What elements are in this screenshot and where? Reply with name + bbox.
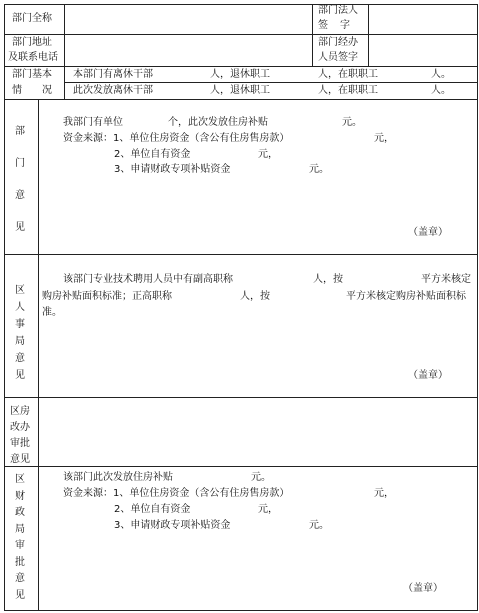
hr-line-2-b: 人，按 <box>240 291 270 302</box>
staff-line-1-end: 人。 <box>431 69 451 80</box>
row-divider <box>4 397 478 398</box>
table-border-bottom <box>4 610 478 611</box>
housing-office-approval-field[interactable] <box>40 400 475 464</box>
hr-line-2-a: 购房补贴面积标准；正高职称 <box>42 291 172 302</box>
staff-line-1-prefix: 本部门有离休干部 <box>73 69 153 80</box>
row-divider <box>4 254 478 255</box>
dept-funds-2-yuan: 元， <box>258 149 278 160</box>
finance-subsidy-text: 该部门此次发放住房补贴 <box>63 472 173 483</box>
housing-office-side-label: 区房 改办 审批 意见 <box>10 406 30 465</box>
finance-funds-source-2: 2、单位自有资金 <box>114 504 191 515</box>
dept-subsidy-yuan: 元。 <box>342 117 362 128</box>
row-divider <box>4 99 478 100</box>
staff-line-2-prefix: 此次发放离休干部 <box>73 85 153 96</box>
hr-opinion-side-label: 区 人 事 局 意 见 <box>15 285 25 381</box>
address-label-2: 及联系电话 <box>8 52 58 63</box>
column-divider <box>64 4 65 100</box>
table-border-top <box>4 4 478 5</box>
hr-seal: （盖章） <box>408 370 448 381</box>
table-border-right <box>477 4 478 611</box>
basic-info-label-2: 情 况 <box>12 85 52 96</box>
dept-funds-1-yuan: 元， <box>374 133 394 144</box>
basic-info-label: 部门基本 <box>12 69 52 80</box>
dept-units-text: 我部门有单位 <box>63 117 123 128</box>
table-border-left <box>4 4 5 611</box>
legal-rep-label: 部门法人 <box>318 5 358 16</box>
staff-line-1-inservice: 人，在职职工 <box>318 69 378 80</box>
staff-line-2-retired: 人，退休职工 <box>210 85 270 96</box>
legal-rep-signature-field[interactable] <box>370 6 475 33</box>
dept-name-field[interactable] <box>66 6 310 33</box>
row-divider <box>4 34 478 35</box>
staff-line-1-retired: 人，退休职工 <box>210 69 270 80</box>
row-divider <box>4 66 478 67</box>
dept-funds-3-yuan: 元。 <box>309 164 329 175</box>
hr-line-1-a: 该部门专业技术聘用人员中有副高职称 <box>63 274 233 285</box>
hr-line-1-b: 人，按 <box>313 274 343 285</box>
hr-line-2-c: 平方米核定购房补贴面积标 <box>346 291 466 302</box>
column-divider <box>38 99 39 611</box>
finance-opinion-side-label: 区 财 政 局 审 批 意 见 <box>15 474 25 601</box>
dept-funds-source-1: 资金来源：1、单位住房资金（含公有住房售房款） <box>63 133 290 144</box>
finance-funds-1-yuan: 元， <box>374 488 394 499</box>
legal-rep-label-2: 签 字 <box>318 20 351 31</box>
row-divider <box>64 82 477 83</box>
finance-subsidy-yuan: 元。 <box>251 472 271 483</box>
finance-seal: （盖章） <box>403 583 443 594</box>
address-phone-field[interactable] <box>66 36 310 65</box>
column-divider <box>368 4 369 67</box>
handler-label: 部门经办 <box>318 37 358 48</box>
handler-label-2: 人员签字 <box>318 52 358 63</box>
hr-line-1-c: 平方米核定 <box>421 274 471 285</box>
staff-line-2-end: 人。 <box>431 85 451 96</box>
dept-funds-source-3: 3、申请财政专项补贴资金 <box>114 164 231 175</box>
finance-funds-3-yuan: 元。 <box>309 520 329 531</box>
finance-funds-source-1: 资金来源：1、单位住房资金（含公有住房售房款） <box>63 488 290 499</box>
hr-line-3: 准。 <box>42 307 62 318</box>
finance-funds-source-3: 3、申请财政专项补贴资金 <box>114 520 231 531</box>
handler-signature-field[interactable] <box>370 36 475 65</box>
staff-line-2-inservice: 人，在职职工 <box>318 85 378 96</box>
address-label: 部门地址 <box>12 37 52 48</box>
dept-seal: （盖章） <box>408 227 448 238</box>
column-divider <box>312 4 313 67</box>
finance-funds-2-yuan: 元， <box>258 504 278 515</box>
dept-subsidy-text: 个，此次发放住房补贴 <box>168 117 268 128</box>
dept-name-label: 部门全称 <box>12 13 52 24</box>
dept-funds-source-2: 2、单位自有资金 <box>114 149 191 160</box>
row-divider <box>4 466 478 467</box>
dept-opinion-side-label: 部 门 意 见 <box>15 126 25 233</box>
